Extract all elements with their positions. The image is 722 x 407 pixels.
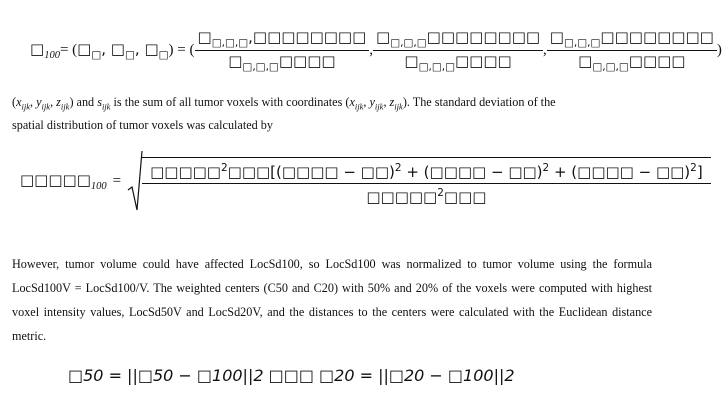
eq2-lhs: $□□□□□_{100}$	[20, 170, 107, 192]
eq1-lhs: $□_{100}$	[30, 39, 60, 61]
equation-3: □50 = ||□50 − □100||2 □□□ □20 = ||□20 − □100||2	[68, 366, 515, 385]
eq1-fraction-2: $\frac{□_{□,□,□}□□□□□□□□}{□_{□,□,□}□□□□}$	[373, 28, 543, 73]
eq1-vector: $□_□$, $□_□$, $□_□$	[77, 39, 169, 61]
sqrt-symbol-icon	[127, 150, 143, 212]
equation-1: $□_{100}$ = ( $□_□$, $□_□$, $□_□$ ) = ( $\frac{□_{□,□,□},□□□□□□□□}{□_{□,□,□}□□□□}$ , $\frac{□_{□,□,□}□□□□□□□□}{□_{□,□,□}□□□□}$ , $\frac{□_{□,□,□}□□□□□□□□}{□_{□,□,□}□□□□}$ )	[30, 27, 722, 73]
paragraph-normalization: However, tumor volume could have affected LocSd100, so LocSd100 was normalized to tumor volume using the formula LocSd100V = LocSd100/V. The weighted centers (C50 and C20) with 50% and 20% of the voxels were computed with highest voxel intensity values, LocSd50V and LocSd20V, and the distances to the centers were calculated with the Euclidean distance metric.	[12, 257, 652, 343]
eq1-fraction-1: $\frac{□_{□,□,□},□□□□□□□□}{□_{□,□,□}□□□□}$	[195, 28, 370, 73]
eq2-fraction: $\frac{□□□□□^2□□□[(□□□□ - □□)^2 + (□□□□ - □□)^2 + (□□□□ - □□)^2]}{□□□□□^2□□□}$	[142, 157, 711, 206]
eq1-fraction-3: $\frac{□_{□,□,□}□□□□□□□□}{□_{□,□,□}□□□□}$	[547, 28, 717, 73]
equation-2: $□□□□□_{100}$ = $\frac{□□□□□^2□□□[(□□□□ - □□)^2 + (□□□□ - □□)^2 + (□□□□ - □□)^2]}{□□□□□^2□□□}$	[20, 150, 711, 212]
paragraph-1-line-2: spatial distribution of tumor voxels was calculated by	[12, 118, 273, 133]
paragraph-coordinates	[12, 93, 652, 135]
paragraph-1-line-1: ($x_{ijk}$, $y_{ijk}$, $z_{ijk}$) and $s_{ijk}$ is the sum of all tumor voxels with coordinates ($x_{ijk}$, $y_{ijk}$, $z_{ijk}$). The standard deviation of the	[12, 95, 556, 112]
